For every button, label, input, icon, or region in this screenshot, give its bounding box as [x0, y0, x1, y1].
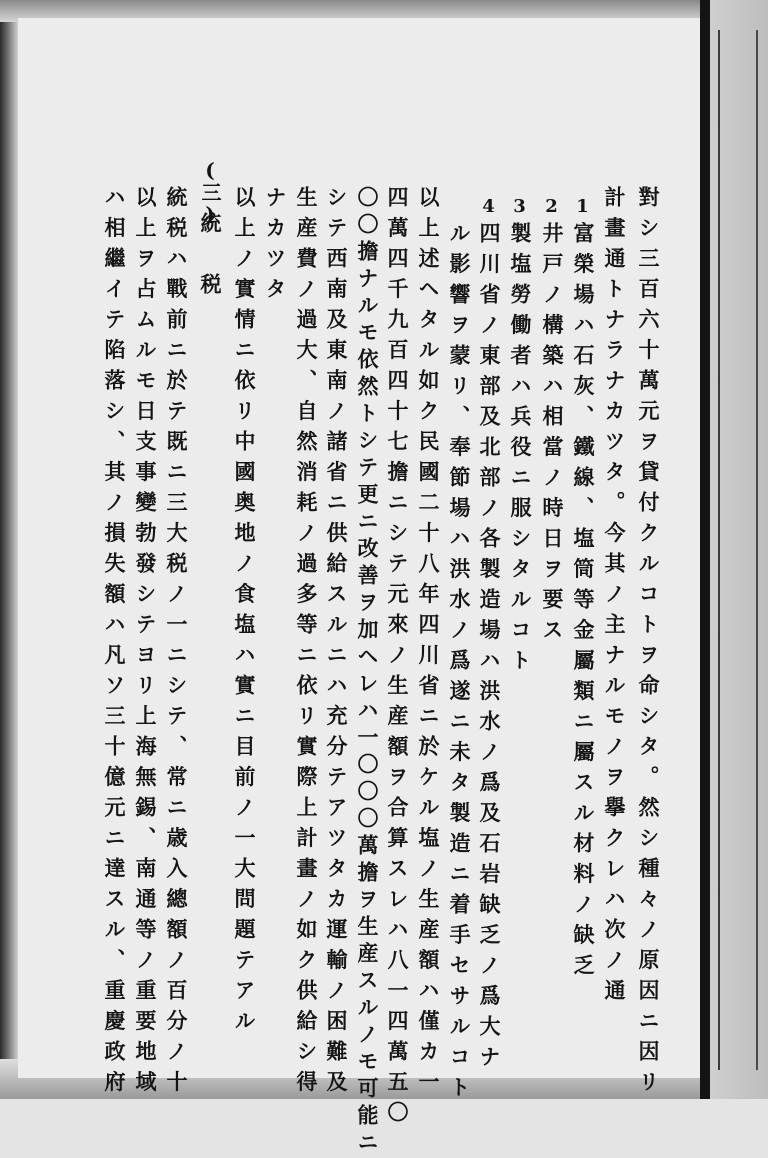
text-column: 四萬四千九百四十七擔ニシテ元來ノ生産額ヲ合算スレハ八一四萬五〇 — [385, 186, 410, 1132]
text-column: 計畫通トナラナカツタ。今其ノ主ナルモノヲ擧クレハ次ノ通 — [602, 186, 627, 1010]
text-column: 對シ三百六十萬元ヲ貸付クルコトヲ命シタ。然シ種々ノ原因ニ因リ — [636, 186, 661, 1101]
section-heading: 統 税 — [198, 212, 223, 304]
list-number: 2 — [541, 196, 562, 217]
text-column: ハ相繼イテ陷落シ、其ノ損失額ハ凡ソ三十億元ニ達スル、重慶政府 — [102, 186, 127, 1101]
text-column: ナカツタ — [263, 186, 288, 308]
text-column: 以上ヲ占ムルモ日支事變勃發シテヨリ上海無錫、南通等ノ重要地域 — [133, 186, 158, 1101]
section-marker: (三) — [198, 158, 222, 226]
text-column: 〇〇擔ナルモ依然トシテ更ニ改善ヲ加ヘレハ一〇〇〇萬擔ヲ生産スルノモ可能ニ — [355, 186, 380, 1158]
list-number: 1 — [572, 196, 593, 217]
text-column: ル影響ヲ蒙リ、奉節場ハ洪水ノ爲遂ニ未タ製造ニ着手セサルコト — [447, 222, 472, 1107]
text-column: 井戸ノ構築ハ相當ノ時日ヲ要ス — [540, 222, 565, 649]
next-page-edge — [710, 0, 768, 1099]
list-number: 3 — [509, 196, 530, 217]
text-column: 製塩勞働者ハ兵役ニ服シタルコト — [508, 222, 533, 680]
text-column: 以上ノ實情ニ依リ中國奥地ノ食塩ハ實ニ目前ノ一大問題テアル — [232, 186, 257, 1040]
text-column: 富榮場ハ石灰、鐵線、塩筒等金屬類ニ屬スル材料ノ缺乏 — [571, 222, 596, 985]
text-column: 生産費ノ過大、自然消耗ノ過多等ニ依リ實際上計畫ノ如ク供給シ得 — [294, 186, 319, 1101]
text-column: 統税ハ戰前ニ於テ既ニ三大税ノ一ニシテ、常ニ歳入總額ノ百分ノ十 — [164, 186, 189, 1101]
text-column: 四川省ノ東部及北部ノ各製造場ハ洪水ノ爲及石岩缺乏ノ爲大ナ — [477, 222, 502, 1076]
list-number: 4 — [478, 196, 499, 217]
text-column: シテ西南及東南ノ諸省ニ供給スルニハ充分テアツタカ運輸ノ困難及 — [324, 186, 349, 1101]
book-binding — [700, 0, 710, 1099]
text-column: 以上述ヘタル如ク民國二十八年四川省ニ於ケル塩ノ生産額ハ僅カ一 — [416, 186, 441, 1101]
scan-left-edge — [0, 0, 18, 1099]
